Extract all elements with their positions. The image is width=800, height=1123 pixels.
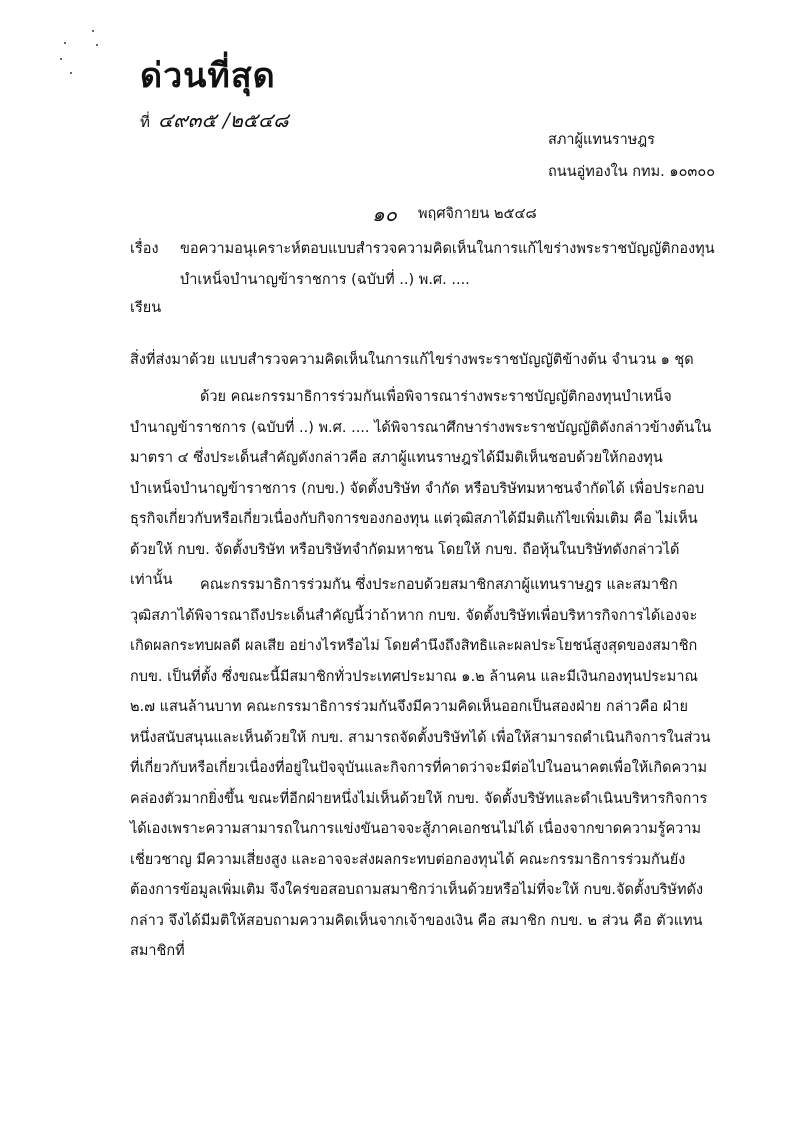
date-day-handwritten: ๑๐ [372, 202, 397, 226]
scan-speck [92, 30, 94, 32]
sender-name: สภาผู้แทนราษฎร [548, 132, 655, 148]
document-number-label: ที่ [140, 113, 150, 131]
date-month-year: พฤศจิกายน ๒๕๔๘ [418, 206, 537, 222]
body-paragraph-2: คณะกรรมาธิการร่วมกัน ซึ่งประกอบด้วยสมาชิกสภาผู้แทนราษฎร และสมาชิกวุฒิสภาได้พิจารณาถึงประเด็นสำคัญนี้ว่าถ้าหาก กบข. จัดตั้งบริษัทเพื่อบริหารกิจการได้เองจะเกิดผลกระทบผลดี ผลเสีย อย่างไรหรือไม่ โดยคำนึงถึงสิทธิและผลประโยชน์สูงสุดของสมาชิก กบข. เป็นที่ตั้ง ซึ่งขณะนี้มีสมาชิกทั่วประเทศประมาณ ๑.๒ ล้านคน และมีเงินกองทุนประมาณ ๒.๗ แสนล้านบาท คณะกรรมาธิการร่วมกันจึงมีความคิดเห็นออกเป็นสองฝ่าย กล่าวคือ ฝ่ายหนึ่งสนับสนุนและเห็นด้วยให้ กบข. สามารถจัดตั้งบริษัทได้ เพื่อให้สามารถดำเนินกิจการในส่วนที่เกี่ยวกับหรือเกี่ยวเนื่องที่อยู่ในปัจจุบันและกิจการที่คาดว่าจะมีต่อไปในอนาคตเพื่อให้เกิดความคล่องตัวมากยิ่งขึ้น ขณะที่อีกฝ่ายหนึ่งไม่เห็นด้วยให้ กบข. จัดตั้งบริษัทและดำเนินบริหารกิจการได้เองเพราะความสามารถในการแข่งขันอาจจะสู้ภาคเอกชนไม่ได้ เนื่องจากขาดความรู้ความเชี่ยวชาญ มีความเสี่ยงสูง และอาจจะส่งผลกระทบต่อกองทุนได้ คณะกรรมาธิการร่วมกันยังต้องการข้อมูลเพิ่มเติม จึงใคร่ขอสอบถามสมาชิกว่าเห็นด้วยหรือไม่ที่จะให้ กบข.จัดตั้งบริษัทดังกล่าว จึงได้มีมติให้สอบถามความคิดเห็นจากเจ้าของเงิน คือ สมาชิก กบข. ๒ ส่วน คือ ตัวแทนสมาชิกที่ [130, 577, 711, 959]
scan-speck [70, 72, 72, 74]
urgency-heading: ด่วนที่สุด [140, 56, 276, 96]
scan-speck [96, 44, 98, 46]
scan-speck [64, 42, 66, 44]
subject-label: เรื่อง [130, 241, 159, 257]
scan-speck [60, 58, 62, 60]
salutation-label: เรียน [130, 300, 162, 316]
body-paragraph-1: ด้วย คณะกรรมาธิการร่วมกันเพื่อพิจารณาร่างพระราชบัญญัติกองทุนบำเหน็จบำนาญข้าราชการ (ฉบับที่ ..) พ.ศ. .... ได้พิจารณาศึกษาร่างพระราชบัญญัติดังกล่าวข้างต้นในมาตรา ๔ ซึ่งประเด็นสำคัญดังกล่าวคือ สภาผู้แทนราษฎรได้มีมติเห็นชอบด้วยให้กองทุนบำเหน็จบำนาญข้าราชการ (กบข.) จัดตั้งบริษัท จำกัด หรือบริษัทมหาชนจำกัดได้ เพื่อประกอบธุรกิจเกี่ยวกับหรือเกี่ยวเนื่องกับกิจการของกองทุน แต่วุฒิสภาได้มีมติแก้ไขเพิ่มเติม คือ ไม่เห็นด้วยให้ กบข. จัดตั้งบริษัท หรือบริษัทจำกัดมหาชน โดยให้ กบข. ถือหุ้นในบริษัทดังกล่าวได้เท่านั้น [130, 389, 712, 588]
subject-line-2: บำเหน็จบำนาญข้าราชการ (ฉบับที่ ..) พ.ศ. .... [180, 272, 470, 288]
document-number-handwritten: ๔๙๓๕ /๒๕๔๘ [158, 108, 289, 132]
enclosure-line: สิ่งที่ส่งมาด้วย แบบสำรวจความคิดเห็นในการแก้ไขร่างพระราชบัญญัติข้างต้น จำนวน ๑ ชุด [130, 352, 694, 368]
sender-address: ถนนอู่ทองใน กทม. ๑๐๓๐๐ [548, 164, 716, 180]
subject-line-1: ขอความอนุเคราะห์ตอบแบบสำรวจความคิดเห็นในการแก้ไขร่างพระราชบัญญัติกองทุน [180, 241, 715, 257]
